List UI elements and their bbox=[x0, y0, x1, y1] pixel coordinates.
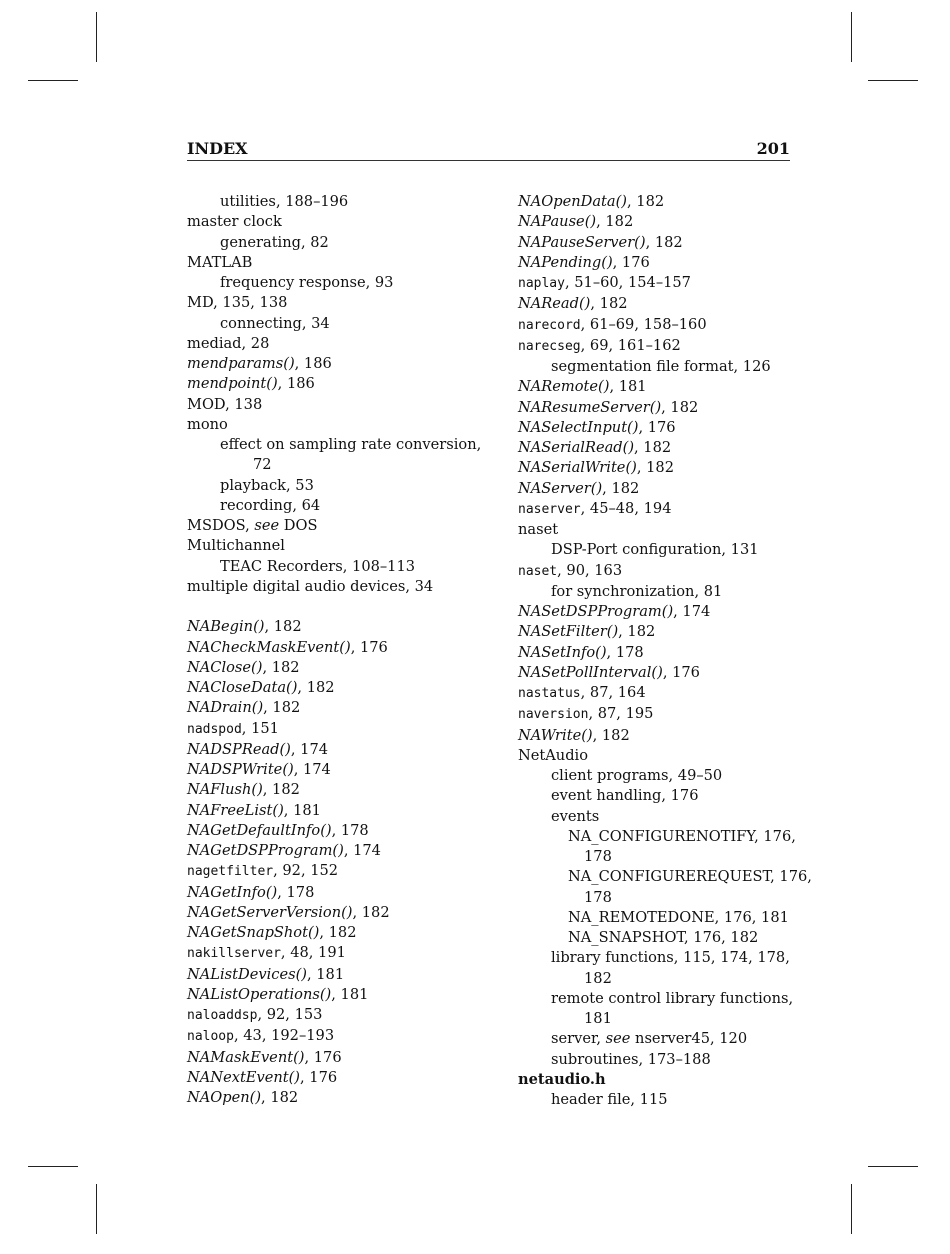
index-term: generating bbox=[220, 233, 301, 251]
index-term: NAOpenData() bbox=[518, 193, 628, 210]
index-entry bbox=[187, 1068, 487, 1088]
page-references: 181 bbox=[584, 1010, 612, 1027]
page-references: , 108–113 bbox=[342, 557, 416, 575]
index-subentry bbox=[518, 766, 823, 786]
page-references: , 90, 163 bbox=[557, 561, 623, 579]
index-entry bbox=[518, 1070, 823, 1090]
page-references: 182 bbox=[584, 969, 612, 987]
index-subentry bbox=[187, 435, 487, 455]
see-reference: see bbox=[605, 1030, 631, 1048]
index-term: MATLAB bbox=[187, 253, 253, 271]
crop-mark-bottom-right-horizontal bbox=[868, 1166, 918, 1167]
index-term: NADSPRead() bbox=[187, 740, 291, 758]
page-references: , 182 bbox=[262, 658, 300, 676]
page-references: , 182 bbox=[627, 193, 665, 210]
index-term: naserver bbox=[518, 501, 581, 517]
index-entry bbox=[187, 801, 487, 821]
page-references: , 45–48, 194 bbox=[580, 499, 672, 517]
index-subentry bbox=[518, 786, 823, 806]
index-term: NAListDevices() bbox=[187, 965, 307, 983]
index-term: NACloseData() bbox=[187, 679, 298, 696]
index-term: NAPause() bbox=[518, 213, 597, 231]
page-references: , 182 bbox=[592, 726, 630, 744]
page-references: , 87, 164 bbox=[580, 684, 646, 701]
page-references: , 176 bbox=[350, 638, 388, 656]
index-entry bbox=[187, 821, 487, 841]
index-subentry bbox=[518, 540, 823, 560]
crop-mark-bottom-left-vertical bbox=[96, 1184, 97, 1234]
index-entry bbox=[187, 985, 487, 1005]
page-references: , 48, 191 bbox=[280, 944, 346, 962]
page-references: , 115 bbox=[630, 1091, 668, 1108]
index-term: naplay bbox=[518, 276, 565, 291]
page-references: , 182 bbox=[618, 623, 656, 641]
page-references: , 115, 174, 178, bbox=[673, 949, 790, 967]
page-references: , 174 bbox=[293, 761, 331, 778]
index-subentry bbox=[187, 557, 487, 577]
page-references: , 186 bbox=[294, 355, 332, 372]
index-term: NAFreeList() bbox=[187, 801, 284, 819]
index-term: master clock bbox=[187, 213, 282, 231]
index-term: naversion bbox=[518, 707, 589, 723]
index-term: NAServer() bbox=[518, 479, 603, 497]
index-entry bbox=[518, 398, 823, 418]
index-term: TEAC Recorders bbox=[220, 557, 343, 575]
page-references: , 176 bbox=[612, 253, 650, 271]
index-term: NADrain() bbox=[187, 699, 264, 717]
page-references: , 176, bbox=[770, 868, 812, 886]
index-entry bbox=[518, 643, 823, 663]
page-references: , 182 bbox=[319, 924, 357, 941]
page-references: , 176 bbox=[638, 418, 676, 436]
page-references: , 186 bbox=[277, 375, 315, 393]
index-term: NAPauseServer() bbox=[518, 233, 646, 251]
page-references: , 182 bbox=[590, 295, 628, 313]
index-subentry bbox=[518, 867, 823, 887]
index-entry bbox=[187, 617, 487, 637]
index-column-right bbox=[518, 192, 823, 1110]
index-subentry bbox=[518, 357, 823, 377]
index-entry bbox=[187, 1048, 487, 1068]
index-entry bbox=[187, 780, 487, 800]
index-term: multiple digital audio devices bbox=[187, 577, 406, 595]
page-references: , 174 bbox=[343, 842, 381, 859]
crop-mark-top-left-vertical bbox=[96, 12, 97, 62]
index-term: NARemote() bbox=[518, 378, 610, 396]
page-references: , 182 bbox=[596, 213, 634, 231]
index-entry bbox=[518, 192, 823, 212]
crop-mark-top-right-horizontal bbox=[868, 80, 918, 81]
page-references: , 181 bbox=[331, 985, 369, 1003]
index-term: mendparams() bbox=[187, 355, 295, 372]
index-subentry bbox=[518, 908, 823, 928]
index-entry bbox=[518, 233, 823, 253]
index-term: nagetfilter bbox=[187, 864, 274, 880]
index-term: NAGetServerVersion() bbox=[187, 903, 353, 921]
page-references: , 92, 152 bbox=[273, 862, 339, 880]
page-references: , 176, 182 bbox=[684, 929, 759, 946]
index-entry bbox=[518, 622, 823, 642]
index-term: NAGetDSPProgram() bbox=[187, 842, 344, 859]
index-subentry bbox=[518, 928, 823, 948]
index-term: nakillserver bbox=[187, 946, 281, 962]
page-references: , 176 bbox=[661, 787, 699, 805]
index-term: NAGetInfo() bbox=[187, 883, 278, 901]
index-term: Multichannel bbox=[187, 537, 285, 555]
index-entry bbox=[187, 334, 487, 354]
page-references: , 176, bbox=[754, 827, 796, 845]
page-references: , 182 bbox=[263, 699, 301, 717]
crop-mark-bottom-left-horizontal bbox=[28, 1166, 78, 1167]
index-term: NA_SNAPSHOT bbox=[568, 929, 685, 946]
index-term: NA_CONFIGUREREQUEST bbox=[568, 868, 771, 886]
header-title: INDEX bbox=[187, 139, 248, 158]
page-references: , 176 bbox=[300, 1068, 338, 1086]
index-term: naloaddsp bbox=[187, 1008, 258, 1023]
index-term: NASetDSPProgram() bbox=[518, 603, 674, 620]
index-entry bbox=[518, 479, 823, 499]
index-term: subroutines bbox=[551, 1050, 639, 1068]
index-term: NAClose() bbox=[187, 658, 263, 676]
index-term: mediad bbox=[187, 334, 242, 352]
index-entry bbox=[187, 1005, 487, 1026]
index-subentry bbox=[518, 807, 823, 827]
page-references: nserver45, 120 bbox=[630, 1030, 748, 1048]
index-term: effect on sampling rate conversion, bbox=[220, 436, 482, 453]
page-references: , 51–60, 154–157 bbox=[564, 274, 691, 291]
index-term: NASelectInput() bbox=[518, 418, 639, 436]
index-term: mendpoint() bbox=[187, 375, 278, 393]
index-entry bbox=[518, 253, 823, 273]
index-term: NAOpen() bbox=[187, 1089, 262, 1106]
crop-mark-bottom-right-vertical bbox=[851, 1184, 852, 1234]
page-references: , 182 bbox=[261, 1089, 299, 1106]
index-term: netaudio.h bbox=[518, 1070, 606, 1088]
index-entry-continuation bbox=[518, 1009, 823, 1029]
page-references: 178 bbox=[584, 848, 612, 865]
index-term: NACheckMaskEvent() bbox=[187, 638, 351, 656]
index-term: MSDOS, bbox=[187, 517, 255, 534]
index-term: nadspod bbox=[187, 721, 242, 737]
page-references: , 176 bbox=[662, 663, 700, 681]
page-references: , 188–196 bbox=[275, 193, 349, 210]
page-references: , 176 bbox=[304, 1048, 342, 1066]
index-entry bbox=[518, 336, 823, 357]
index-entry bbox=[518, 704, 823, 725]
index-subentry bbox=[187, 273, 487, 293]
page-references: DOS bbox=[279, 517, 318, 534]
index-entry bbox=[187, 760, 487, 780]
index-term: events bbox=[551, 807, 600, 825]
page-references: , 135, 138 bbox=[213, 294, 288, 312]
index-term: header file bbox=[551, 1091, 631, 1108]
index-entry bbox=[187, 943, 487, 964]
page-references: , 34 bbox=[301, 314, 330, 332]
page-references: , 87, 195 bbox=[588, 705, 654, 723]
index-term: connecting bbox=[220, 314, 302, 332]
index-subentry bbox=[518, 1050, 823, 1070]
index-term: recording bbox=[220, 496, 293, 514]
index-subentry bbox=[518, 582, 823, 602]
index-term: NASetInfo() bbox=[518, 643, 607, 661]
index-entry bbox=[518, 499, 823, 520]
index-term: NADSPWrite() bbox=[187, 761, 294, 778]
index-entry bbox=[187, 253, 487, 273]
index-subentry bbox=[187, 476, 487, 496]
index-term: NASetPollInterval() bbox=[518, 663, 663, 681]
index-entry bbox=[518, 212, 823, 232]
index-entry bbox=[518, 746, 823, 766]
index-term: utilities bbox=[220, 193, 276, 210]
page-references: , 173–188 bbox=[638, 1050, 711, 1068]
index-term: naloop bbox=[187, 1029, 234, 1045]
index-term: library functions bbox=[551, 949, 674, 967]
index-subentry bbox=[518, 1090, 823, 1110]
index-entry bbox=[518, 520, 823, 540]
index-term: segmentation file format bbox=[551, 358, 734, 375]
index-entry bbox=[187, 698, 487, 718]
index-entry bbox=[518, 418, 823, 438]
page-references: , 34 bbox=[405, 577, 434, 595]
index-entry bbox=[187, 1026, 487, 1047]
index-term: NAGetDefaultInfo() bbox=[187, 821, 332, 839]
index-entry bbox=[187, 536, 487, 556]
index-entry-continuation bbox=[518, 888, 823, 908]
page-references: , 81 bbox=[694, 582, 723, 600]
index-term: mono bbox=[187, 415, 228, 433]
page-references: 178 bbox=[584, 888, 612, 906]
index-entry bbox=[518, 663, 823, 683]
index-entry bbox=[187, 293, 487, 313]
index-column-left bbox=[187, 192, 487, 1108]
index-entry bbox=[187, 638, 487, 658]
index-term: NA_CONFIGURENOTIFY bbox=[568, 827, 755, 845]
index-term: server, bbox=[551, 1030, 606, 1048]
index-entry bbox=[187, 516, 487, 536]
index-term: NAListOperations() bbox=[187, 985, 332, 1003]
index-entry bbox=[518, 458, 823, 478]
index-term: client programs bbox=[551, 767, 669, 784]
index-term: MOD bbox=[187, 395, 226, 413]
index-entry bbox=[187, 861, 487, 882]
page-references: , 64 bbox=[292, 496, 321, 514]
index-entry bbox=[187, 415, 487, 435]
index-term: frequency response bbox=[220, 274, 366, 291]
index-term: NASetFilter() bbox=[518, 623, 619, 641]
index-entry bbox=[187, 212, 487, 232]
page-references: , 181 bbox=[609, 378, 647, 396]
index-term: MD bbox=[187, 294, 214, 312]
page-references: , 174 bbox=[673, 603, 711, 620]
index-term: naset bbox=[518, 521, 559, 538]
index-term: NAWrite() bbox=[518, 726, 593, 744]
index-entry bbox=[187, 883, 487, 903]
index-entry bbox=[187, 374, 487, 394]
index-term: remote control library functions, bbox=[551, 989, 794, 1007]
index-term: NAPending() bbox=[518, 253, 613, 271]
index-term: NASerialRead() bbox=[518, 439, 635, 456]
page-references: , 182 bbox=[602, 479, 640, 497]
index-subentry bbox=[187, 192, 487, 212]
page-references: , 61–69, 158–160 bbox=[580, 315, 707, 333]
index-term: NetAudio bbox=[518, 746, 589, 764]
index-entry bbox=[187, 577, 487, 597]
index-term: NAResumeServer() bbox=[518, 398, 662, 416]
index-entry bbox=[518, 273, 823, 294]
index-entry bbox=[187, 923, 487, 943]
index-entry bbox=[518, 438, 823, 458]
index-entry-continuation bbox=[518, 969, 823, 989]
page-references: , 182 bbox=[661, 398, 699, 416]
page-references: , 181 bbox=[283, 801, 321, 819]
index-term: event handling bbox=[551, 787, 662, 805]
page-references: , 181 bbox=[306, 965, 345, 983]
index-entry bbox=[187, 740, 487, 760]
page-references: , 28 bbox=[241, 334, 270, 352]
index-entry bbox=[187, 841, 487, 861]
index-entry bbox=[187, 1088, 487, 1108]
page-references: , 174 bbox=[290, 740, 329, 758]
page-references: , 126 bbox=[733, 358, 771, 375]
index-term: narecord bbox=[518, 317, 581, 333]
index-term: nastatus bbox=[518, 686, 581, 701]
index-term: NA_REMOTEDONE bbox=[568, 908, 715, 926]
page-references: , 178 bbox=[331, 821, 369, 839]
page-references: , 182 bbox=[264, 618, 302, 636]
page-references: , 151 bbox=[241, 719, 279, 737]
index-term: NASerialWrite() bbox=[518, 459, 637, 477]
page-references: , 182 bbox=[297, 679, 335, 696]
index-term: for synchronization bbox=[551, 582, 695, 600]
index-term: naset bbox=[518, 563, 558, 579]
crop-mark-top-right-vertical bbox=[851, 12, 852, 62]
index-entry bbox=[187, 395, 487, 415]
running-header bbox=[187, 138, 790, 161]
page-references: , 131 bbox=[721, 541, 759, 559]
page-references: , 182 bbox=[262, 781, 300, 799]
page-references: , 182 bbox=[634, 439, 672, 456]
index-term: NARead() bbox=[518, 295, 591, 313]
index-entry bbox=[187, 903, 487, 923]
page-references: , 93 bbox=[365, 274, 394, 291]
page-number: 201 bbox=[756, 139, 790, 158]
index-term: playback bbox=[220, 476, 287, 494]
index-entry-continuation bbox=[518, 847, 823, 867]
index-term: NAMaskEvent() bbox=[187, 1048, 305, 1066]
page-references: , 69, 161–162 bbox=[580, 336, 681, 354]
index-subentry bbox=[187, 233, 487, 253]
index-term: NAFlush() bbox=[187, 781, 263, 799]
page-references: , 53 bbox=[286, 476, 314, 494]
index-entry bbox=[518, 602, 823, 622]
page-references: , 92, 153 bbox=[257, 1006, 323, 1023]
see-reference: see bbox=[254, 517, 280, 534]
index-entry bbox=[518, 561, 823, 582]
index-entry bbox=[518, 315, 823, 336]
page-references: , 176, 181 bbox=[714, 908, 789, 926]
index-entry bbox=[518, 726, 823, 746]
index-entry-continuation bbox=[187, 455, 487, 475]
page-references: , 82 bbox=[300, 233, 329, 251]
page-references: , 182 bbox=[352, 903, 390, 921]
index-group-gap bbox=[187, 597, 487, 617]
index-subentry bbox=[518, 948, 823, 968]
index-term: NAGetSnapShot() bbox=[187, 924, 320, 941]
page-references: , 178 bbox=[277, 883, 315, 901]
index-subentry bbox=[518, 827, 823, 847]
index-entry bbox=[187, 354, 487, 374]
index-entry bbox=[518, 294, 823, 314]
page-references: , 178 bbox=[606, 643, 644, 661]
page-references: 72 bbox=[253, 456, 272, 474]
index-subentry bbox=[518, 989, 823, 1009]
index-term: NABegin() bbox=[187, 618, 265, 636]
index-term: narecseg bbox=[518, 338, 581, 354]
page-references: , 138 bbox=[225, 395, 263, 413]
index-entry bbox=[518, 377, 823, 397]
page-references: , 182 bbox=[645, 233, 683, 251]
index-entry bbox=[187, 965, 487, 985]
index-subentry bbox=[187, 496, 487, 516]
index-entry bbox=[518, 683, 823, 704]
index-entry bbox=[187, 678, 487, 698]
index-term: DSP-Port configuration bbox=[551, 541, 722, 559]
index-term: NANextEvent() bbox=[187, 1068, 300, 1086]
index-entry bbox=[187, 719, 487, 740]
page-references: , 182 bbox=[636, 459, 674, 477]
index-subentry bbox=[518, 1029, 823, 1049]
index-subentry bbox=[187, 314, 487, 334]
page-references: , 49–50 bbox=[668, 767, 723, 784]
crop-mark-top-left-horizontal bbox=[28, 80, 78, 81]
page-references: , 43, 192–193 bbox=[233, 1027, 335, 1045]
index-entry bbox=[187, 658, 487, 678]
